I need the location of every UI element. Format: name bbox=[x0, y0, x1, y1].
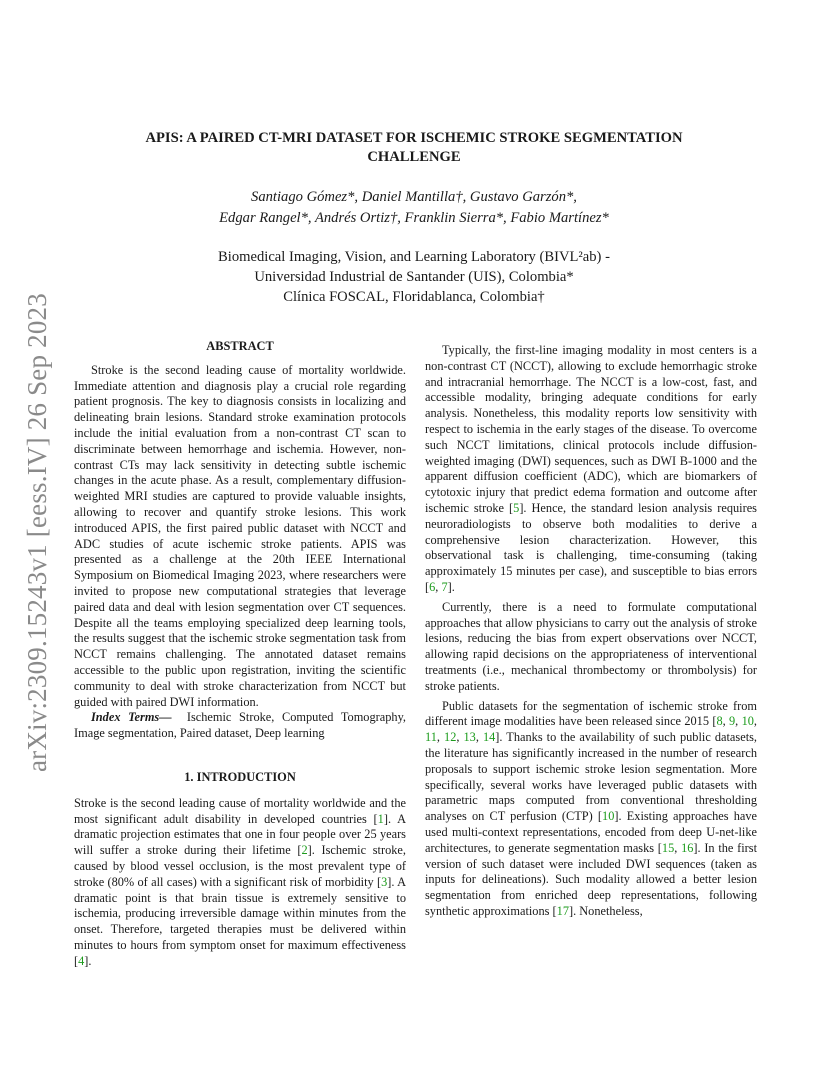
right-column bbox=[425, 339, 757, 920]
text-run: ]. Nonetheless, bbox=[568, 903, 643, 918]
authors bbox=[80, 187, 748, 229]
text-run: ]. Thanks to the availability of such public datasets, the literature has significantly increased in the number of research proposals to support ischemic stroke lesion segmentation. More specifically, several works have leveraged public datasets with parametric maps computed from conventional thresholding analyses on CT perfusion (CTP) [ bbox=[425, 730, 758, 824]
citation-link[interactable]: 11 bbox=[425, 730, 437, 745]
abstract-text: Stroke is the second leading cause of mortality worldwide. Immediate attention and diagnosis play a crucial role regarding patient prognosis. The key to diagnosis consists in localizing and delineating brain lesions. Standard stroke examination protocols include the initial evaluation from a non-contrast CT scan to discriminate between hemorrhage and ischemia. However, non-contrast CTs may lack sensitivity in detecting subtle ischemic changes in the acute phase. As a result, complementary diffusion-weighted MRI studies are captured to provide valuable insights, allowing to recover and quantify stroke lesions. This work introduced APIS, the first paired public dataset with NCCT and ADC studies of acute ischemic stroke patients. APIS was presented as a challenge at the 20th IEEE International Symposium on Biomedical Imaging 2023, where researchers were invited to propose new computational strategies that leverage paired data and deal with lesion segmentation over CT sequences. Despite all the teams employing specialized deep learning tools, the results suggest that the ischemic stroke segmentation task from NCCT remains challenging. The annotated dataset remains accessible to the public upon registration, inviting the scientific community to deal with stroke characterization from NCCT but guided with paired DWI information. bbox=[74, 362, 406, 709]
citation-link[interactable]: 9 bbox=[729, 714, 736, 729]
affiliation-line: Biomedical Imaging, Vision, and Learning Laboratory (BIVL²ab) - bbox=[218, 249, 610, 265]
intro-paragraph-3: Currently, there is a need to formulate computational approaches that allow physicians to carry out the analysis of stroke lesions, reducing the bias from expert observations over NCCT, allowing rapid decisions on the appropriateness of interventional treatments (i.e., mechanical thrombectomy or thrombolysis) for stroke patients. bbox=[425, 599, 757, 693]
citation-link[interactable]: 15 bbox=[661, 840, 675, 855]
citation-link[interactable]: 14 bbox=[482, 730, 496, 745]
authors-line: Edgar Rangel*, Andrés Ortiz†, Franklin Sierra*, Fabio Martínez* bbox=[219, 210, 609, 226]
citation-link[interactable]: 12 bbox=[444, 730, 457, 745]
text-run: , bbox=[722, 714, 729, 729]
citation-link[interactable]: 7 bbox=[441, 579, 448, 594]
text-run: ]. bbox=[447, 579, 455, 594]
title-line: CHALLENGE bbox=[367, 149, 461, 165]
text-run: ]. Hence, the standard lesion analysis requires neuroradiologists to observe both modalities to derive a comprehensive lesion characterization. However, this observational task is challenging, time-consuming (taking approximately 15 minutes per case), and susceptible to bias errors [ bbox=[425, 500, 757, 594]
citation-link[interactable]: 13 bbox=[463, 730, 476, 745]
left-column bbox=[74, 339, 406, 969]
text-run: , bbox=[674, 840, 682, 855]
citation-link[interactable]: 8 bbox=[716, 714, 723, 729]
abstract-heading: ABSTRACT bbox=[206, 339, 274, 353]
text-run: Typically, the first-line imaging modality in most centers is a non-contrast CT (NCCT), allowing to exclude hemorrhagic stroke and intracranial hemorrhage. The NCCT is a low-cost, fast, and accessible modality, bringing adequate conditions for early analysis. Nonetheless, this modality reports low sensitivity with respect to ischemia in the early stages of the disease. To overcome such NCCT limitations, clinical protocols include diffusion-weighted imaging (DWI) sequences, such as DWI B-1000 and the apparent diffusion coefficient (ADC), which are biomarkers of cytotoxic injury that predict edema formation and outcome after ischemic stroke [ bbox=[425, 343, 757, 515]
citation-link[interactable]: 2 bbox=[301, 843, 308, 858]
paper-title bbox=[80, 129, 748, 167]
citation-link[interactable]: 6 bbox=[429, 579, 436, 594]
intro-paragraph-4 bbox=[425, 699, 757, 920]
affiliations bbox=[80, 247, 748, 307]
text-run: ]. A dramatic projection estimates that one in four people over 25 years will suffer a stroke during their lifetime [ bbox=[74, 811, 407, 858]
text-run: ]. A dramatic point is that brain tissue is extremely sensitive to ischemia, producing irreversible damage within minutes from the onset. Therefore, targeted therapies must be delivered within minutes to hours from symptom onset for maximum effectiveness [ bbox=[74, 874, 407, 968]
text-run: , bbox=[456, 730, 464, 745]
affiliation-line: Clínica FOSCAL, Floridablanca, Colombia† bbox=[283, 289, 545, 305]
authors-line: Santiago Gómez*, Daniel Mantilla†, Gustavo Garzón*, bbox=[251, 189, 577, 205]
text-run: ]. In the first version of such dataset were included DWI sequences (taken as inputs for delineations). Such modality allowed a better lesion segmentation from enriched deep representations, following synthetic approximations [ bbox=[425, 840, 757, 918]
arxiv-stamp: arXiv:2309.15243v1 [eess.IV] 26 Sep 2023 bbox=[22, 293, 52, 772]
citation-link[interactable]: 5 bbox=[513, 500, 520, 515]
index-terms-text: Ischemic Stroke, Computed Tomography, Image segmentation, Paired dataset, Deep learning bbox=[74, 710, 407, 741]
text-run: , bbox=[475, 730, 483, 745]
text-run: ]. Existing approaches have used multi-context representations, encoded from deep U-net-like architectures, to generate segmentation masks [ bbox=[425, 809, 757, 855]
text-run: Public datasets for the segmentation of ischemic stroke from different image modalities have been released since 2015 [ bbox=[425, 698, 757, 729]
citation-link[interactable]: 17 bbox=[556, 903, 569, 918]
text-run: ]. Ischemic stroke, caused by blood vessel occlusion, is the most prevalent type of stroke (80% of all cases) with a significant risk of morbidity [ bbox=[74, 843, 406, 889]
text-run: , bbox=[436, 730, 445, 745]
citation-link[interactable]: 1 bbox=[377, 811, 384, 826]
text-run: , bbox=[735, 714, 742, 729]
title-line: APIS: A PAIRED CT-MRI DATASET FOR ISCHEMIC STROKE SEGMENTATION bbox=[145, 130, 683, 146]
citation-link[interactable]: 10 bbox=[602, 809, 615, 824]
index-terms bbox=[74, 710, 406, 742]
intro-paragraph-2 bbox=[425, 343, 757, 596]
affiliation-line: Universidad Industrial de Santander (UIS), Colombia* bbox=[254, 269, 574, 285]
text-run: Stroke is the second leading cause of mortality worldwide and the most significant adult disability in developed countries [ bbox=[74, 795, 406, 826]
text-run: , bbox=[435, 579, 442, 594]
text-run: ]. bbox=[84, 953, 92, 968]
text-run: , bbox=[753, 714, 757, 729]
citation-link[interactable]: 4 bbox=[78, 953, 85, 968]
citation-link[interactable]: 3 bbox=[381, 874, 388, 889]
introduction-heading: 1. INTRODUCTION bbox=[184, 769, 296, 784]
index-terms-label: Index Terms— bbox=[91, 710, 172, 725]
citation-link[interactable]: 16 bbox=[681, 840, 694, 855]
intro-paragraph-1 bbox=[74, 796, 406, 970]
citation-link[interactable]: 10 bbox=[741, 714, 754, 729]
